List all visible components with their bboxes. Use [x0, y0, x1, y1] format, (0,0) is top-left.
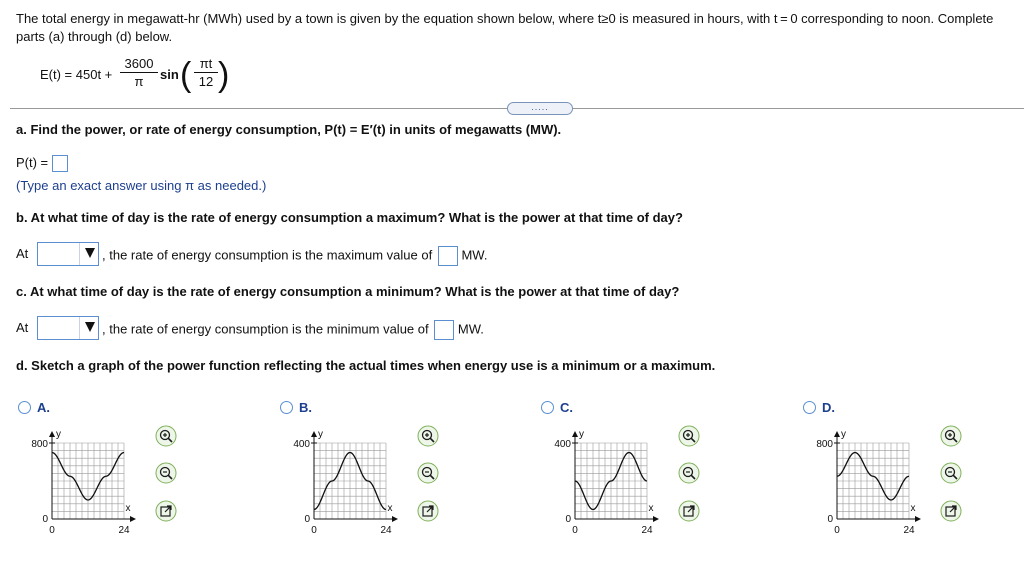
x-max-label: 24: [641, 525, 653, 535]
y-max-label: 400: [293, 439, 310, 450]
zoom-in-icon[interactable]: [678, 425, 700, 447]
part-c-prefix: At: [16, 320, 29, 335]
x-axis-label: x: [648, 503, 654, 514]
option-c-graph: [541, 425, 661, 535]
y-zero-label: 0: [565, 514, 571, 525]
option-d-graph: [803, 425, 923, 535]
argument-fraction: [194, 56, 218, 89]
x-axis-label: x: [125, 503, 131, 514]
x-zero-label: 0: [834, 525, 840, 535]
popout-icon[interactable]: [155, 500, 177, 522]
option-c-label[interactable]: C.: [560, 400, 573, 415]
part-c-answer-row: [102, 320, 484, 340]
zoom-out-icon[interactable]: [678, 462, 700, 484]
y-axis-arrow: [49, 431, 55, 437]
popout-icon[interactable]: [678, 500, 700, 522]
zoom-in-icon[interactable]: [940, 425, 962, 447]
y-max-label: 800: [816, 439, 833, 450]
part-b-prefix: At: [16, 246, 29, 261]
y-axis-label: y: [841, 429, 846, 440]
coef-denominator: π: [134, 74, 144, 89]
x-axis-label: x: [910, 503, 916, 514]
problem-intro: The total energy in megawatt-hr (MWh) used by a town is given by the equation shown below, where t≥0 is measured in hours, with t = 0 corresponding to noon. Complete parts (a) through (d) below.: [16, 11, 994, 44]
part-a-answer-row: [16, 155, 68, 172]
arg-denominator: 12: [198, 74, 214, 89]
x-axis-arrow: [653, 516, 659, 522]
chevron-down-icon: [85, 322, 95, 332]
y-axis-arrow: [311, 431, 317, 437]
option-b-label[interactable]: B.: [299, 400, 312, 415]
coefficient-fraction: [120, 56, 158, 89]
x-axis-arrow: [130, 516, 136, 522]
option-b-graph: [280, 425, 400, 535]
option-a-label[interactable]: A.: [37, 400, 50, 415]
zoom-out-icon[interactable]: [940, 462, 962, 484]
popout-icon[interactable]: [940, 500, 962, 522]
part-c-time-dropdown[interactable]: [37, 316, 99, 340]
option-a-radio[interactable]: [18, 401, 31, 414]
part-a-question: a. Find the power, or rate of energy consumption, P(t) = E′(t) in units of megawatts (MW).: [16, 122, 562, 137]
chevron-down-icon: [85, 248, 95, 258]
part-c-unit: MW.: [457, 321, 484, 337]
part-a-answer-label: P(t) =: [16, 155, 49, 170]
option-c-radio[interactable]: [541, 401, 554, 414]
zoom-in-icon[interactable]: [417, 425, 439, 447]
y-axis-label: y: [579, 429, 584, 440]
x-max-label: 24: [903, 525, 915, 535]
x-axis-label: x: [387, 503, 393, 514]
option-b-radio[interactable]: [280, 401, 293, 414]
part-c-min-input[interactable]: [434, 320, 454, 340]
sin-function: sin: [160, 67, 179, 82]
y-axis-label: y: [318, 429, 323, 440]
part-b-answer-row: [102, 246, 487, 266]
x-zero-label: 0: [572, 525, 578, 535]
dropdown-arrow-box[interactable]: [79, 317, 98, 339]
x-axis-arrow: [392, 516, 398, 522]
zoom-in-icon[interactable]: [155, 425, 177, 447]
y-zero-label: 0: [827, 514, 833, 525]
x-zero-label: 0: [311, 525, 317, 535]
part-c-question: c. At what time of day is the rate of energy consumption a minimum? What is the power at that time of day?: [16, 284, 680, 299]
option-d-label[interactable]: D.: [822, 400, 835, 415]
energy-equation: E(t) = 450t + 3600 π sin ( πt 12 ): [40, 56, 230, 94]
x-axis-arrow: [915, 516, 921, 522]
arg-numerator: πt: [199, 56, 213, 71]
dropdown-arrow-box[interactable]: [79, 243, 98, 265]
y-zero-label: 0: [304, 514, 310, 525]
y-max-label: 800: [31, 439, 48, 450]
part-b-time-dropdown[interactable]: [37, 242, 99, 266]
y-axis-arrow: [834, 431, 840, 437]
coef-numerator: 3600: [124, 56, 154, 71]
equation-lhs: E(t) = 450t +: [40, 67, 113, 82]
y-max-label: 400: [554, 439, 571, 450]
y-zero-label: 0: [42, 514, 48, 525]
part-b-middle-text: , the rate of energy consumption is the maximum value of: [102, 247, 433, 263]
popout-icon[interactable]: [417, 500, 439, 522]
part-a-answer-input[interactable]: [52, 155, 68, 172]
part-b-question: b. At what time of day is the rate of energy consumption a maximum? What is the power at that time of day?: [16, 210, 683, 225]
option-a-graph: [18, 425, 138, 535]
zoom-out-icon[interactable]: [155, 462, 177, 484]
part-a-hint: (Type an exact answer using π as needed.): [16, 178, 267, 193]
expand-more-button[interactable]: .....: [507, 102, 573, 115]
y-axis-arrow: [572, 431, 578, 437]
zoom-out-icon[interactable]: [417, 462, 439, 484]
x-max-label: 24: [380, 525, 392, 535]
option-d-radio[interactable]: [803, 401, 816, 414]
x-zero-label: 0: [49, 525, 55, 535]
part-b-unit: MW.: [461, 247, 488, 263]
y-axis-label: y: [56, 429, 61, 440]
part-d-question: d. Sketch a graph of the power function reflecting the actual times when energy use is a minimum or a maximum.: [16, 358, 716, 373]
part-c-middle-text: , the rate of energy consumption is the minimum value of: [102, 321, 429, 337]
part-b-max-input[interactable]: [438, 246, 458, 266]
x-max-label: 24: [118, 525, 130, 535]
